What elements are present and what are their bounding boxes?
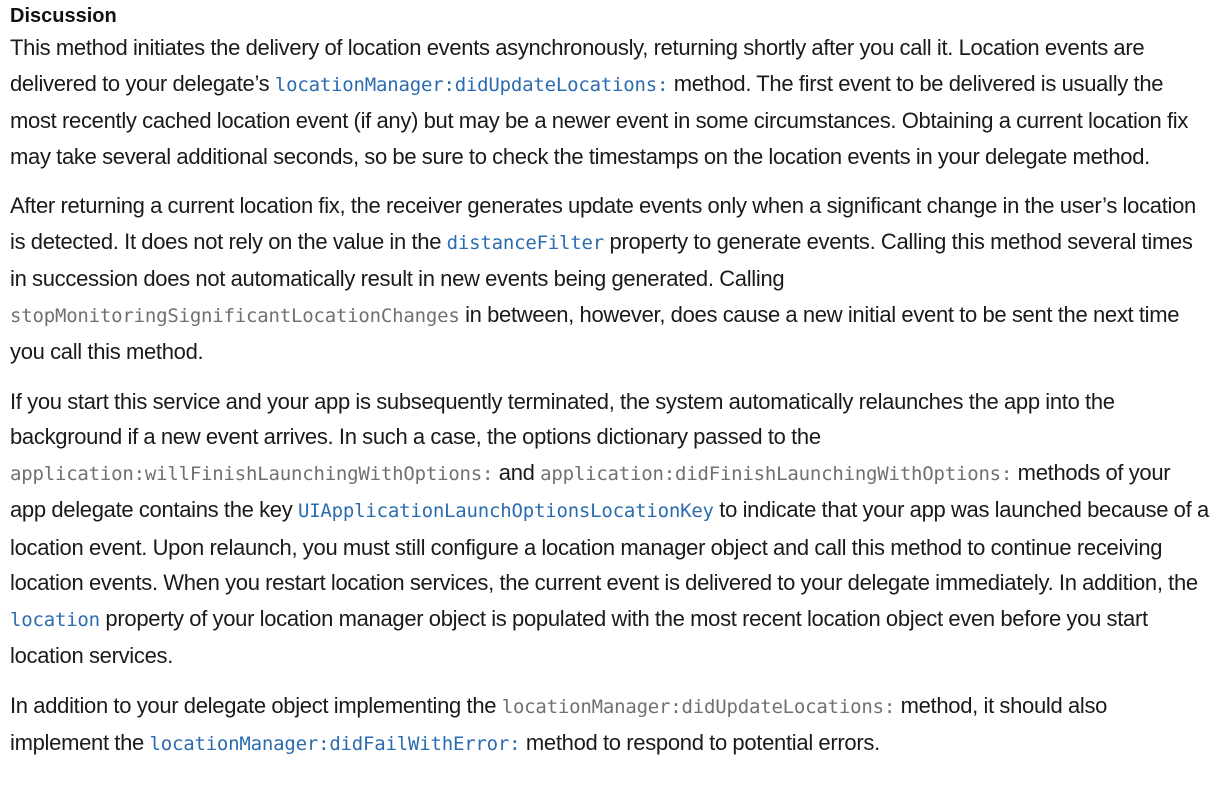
paragraph-text: method. The first event to be delivered is usually the most recently cached location event (if any) but may be a newer event in some circumstances. Obtaining a current location fix may take several additional seconds, so be sure to check the timestamps on the location events in your delegate method. (10, 70, 1189, 169)
paragraph-2 (10, 188, 1210, 370)
discussion-heading: Discussion (10, 5, 117, 27)
paragraph-text: in between, however, does cause a new initial event to be sent the next time you call this method. (10, 301, 1180, 364)
paragraph-text: In addition to your delegate object implementing the (10, 692, 502, 718)
inline-code: locationManager:didUpdateLocations: (501, 695, 896, 718)
paragraph-text: method, it should also implement the (10, 692, 1108, 755)
api-link[interactable]: location (10, 608, 100, 631)
api-link[interactable]: locationManager:didUpdateLocations: (274, 73, 669, 96)
paragraph-text: methods of your app delegate contains the key (10, 459, 1171, 522)
inline-code: application:willFinishLaunchingWithOptions: (10, 462, 494, 485)
paragraph-1 (10, 30, 1210, 174)
api-link[interactable]: UIApplicationLaunchOptionsLocationKey (297, 500, 714, 522)
paragraph-text: to indicate that your app was launched because of a location event. Upon relaunch, you must still configure a location manager object and call this method to continue receiving location events. When you restart location services, the current event is delivered to your delegate immediately. In addition, the (10, 497, 1209, 595)
inline-code: application:didFinishLaunchingWithOptions: (540, 462, 1013, 485)
api-link[interactable]: distanceFilter (446, 231, 605, 254)
api-link[interactable]: locationManager:didFailWithError: (149, 733, 521, 755)
paragraph-text: property of your location manager object is populated with the most recent location object even before you start location services. (10, 605, 1148, 668)
paragraph-text: method to respond to potential errors. (520, 730, 880, 755)
paragraph-text: and (493, 459, 541, 485)
inline-code: stopMonitoringSignificantLocationChanges (10, 304, 460, 327)
paragraph-3 (10, 384, 1210, 674)
paragraph-text: property to generate events. Calling this method several times in succession does not automatically result in new events being generated. Calling (10, 228, 1193, 291)
paragraph-text: This method initiates the delivery of location events asynchronously, returning shortly after you call it. Location events are delivered to your delegate’s (10, 35, 1145, 96)
paragraph-text: After returning a current location fix, the receiver generates update events only when a significant change in the user’s location is detected. It does not rely on the value in the (10, 193, 1196, 254)
paragraph-4 (10, 688, 1210, 763)
discussion-section (10, 2, 1210, 763)
paragraph-text: If you start this service and your app is subsequently terminated, the system automatically relaunches the app into the background if a new event arrives. In such a case, the options dictionary passed to the (10, 388, 1115, 449)
